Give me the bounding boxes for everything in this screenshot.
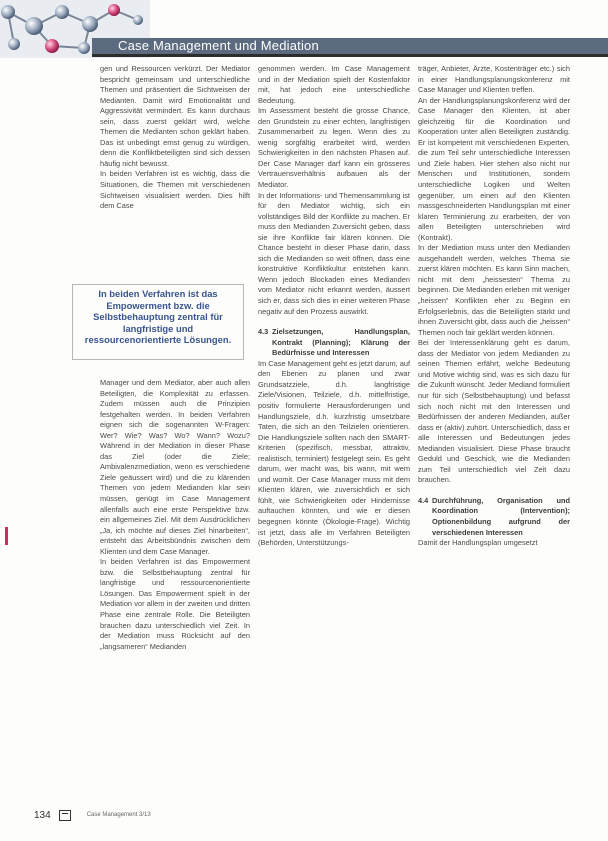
section-heading-text: Durchführung, Organisation und Koordination (Intervention); Optionenbildung aufgrund der verschiedenen Interessen: [432, 495, 570, 537]
margin-marker: [5, 527, 8, 545]
paragraph: In beiden Verfahren ist das Empowerment bzw. die Selbstbehauptung zentral für langfristige und ressourcenorientierte Lösungen. Das Empowerment spielt in der Mediation vor allem in der zweiten und dritten Phase eine zentrale Rolle. Die Beteiligten brauchen dazu unterschiedlich viel Zeit. In der Mediation muss Rücksicht auf den „langsameren“ Medianden: [100, 557, 250, 651]
paragraph: An der Handlungsplanungskonferenz wird der Case Manager den Klienten, ist aber gleichzeitig für die Koordination und Kooperation unter allen Beteiligten zuständig. Er ist kompetent mit verschiedenen Experten, die zum Teil sehr unterschiedliche Interessen und Ziele haben. Hier stehen also nicht nur Menschen und Institutionen, sondern unterschiedliche Logiken und Welten gegenüber, um einen auf den Klienten massgeschneiderten Handlungsplan mit einer klaren Terminierung zu erarbeiten, der von allen Beteiligten unterschrieben wird (Kontrakt).: [418, 95, 570, 242]
page-footer: [34, 808, 151, 822]
header-stripe: [92, 54, 608, 57]
page-number: 134: [34, 809, 51, 821]
section-number: 4.3: [258, 327, 269, 337]
section-heading-4-3: [258, 327, 410, 359]
publisher-logo-icon: [59, 810, 71, 821]
paragraph: In der Mediation muss unter den Medianden ausgehandelt werden, welches Thema sie zuerst klären möchten. Es kann Sinn machen, nicht mit dem „heissesten“ Thema zu beginnen. Die Medianden erleben mit weniger „heissen“ Konflikten eher zu Beginn ein Erfolgserlebnis, das die Beteiligten stärkt und ihnen Zuversicht gibt, dass auch die „heissen“ Themen noch fair geklärt werden können.: [418, 243, 570, 337]
paragraph: Bei der Interessenklärung geht es darum, dass der Mediator von jedem Medianden zu seinen Themen erfährt, welche Bedeutung und Motive wichtig sind, was es sich dazu für die Zukunft wünscht. Jeder Mediand formuliert nur für sich (Selbstbehauptung) und befasst sich noch nicht mit den Interessen und Bedürfnissen der anderen Medianden, außer dass er (aktiv) zuhört. Unterschiedlich, dass er alle Interessen und Bedeutungen jedes Medianden visualisiert. Diese Phase braucht Geduld und Geschick, wie die Medianden zum Teil unterschiedlich viel Zeit dazu brauchen.: [418, 338, 570, 485]
paragraph: In beiden Verfahren ist es wichtig, dass die Situationen, die Themen mit verschiedenen Sichtweisen visualisiert werden. Dies hilft dem Case: [100, 169, 250, 211]
header-banner: [0, 0, 608, 58]
paragraph: In der Informations- und Themensammlung ist für den Mediator wichtig, sich ein vollständiges Bild der Konflikte zu machen. Er muss den Medianden Zuversicht geben, dass sie ihre Konflikte fair klären können. Die Chance besteht in dieser Phase darin, dass sich die Medianden so weit öffnen, dass eine konstruktive Konfliktkultur entstehen kann. Wenn jedoch Blockaden eines Medianden vom Mediator nicht erkannt werden, äussert sich er, dass sich dies in einer weiteren Phase negativ auf den Prozess auswirkt.: [258, 190, 410, 316]
section-title: Case Management und Mediation: [118, 38, 319, 53]
pull-quote-text: In beiden Verfahren ist das Empowerment bzw. die Selbstbehauptung zentral für langfristige und ressourcenorientierte Lösungen.: [84, 288, 232, 346]
paragraph: Im Assessment besteht die grosse Chance, den Grundstein zu einer echten, langfristigen Zusammenarbeit zu legen. Wenn dies zu wenig sorgfältig erarbeitet wird, werden Schwierigkeiten in den nächsten Phasen auf. Der Case Manager darf kann ein grösseres Vertrauensverhältnis aufbauen als der Mediator.: [258, 106, 410, 190]
column-2: [258, 64, 410, 549]
paragraph: gen und Ressourcen verkürzt. Der Mediator bespricht gemeinsam und unterschiedliche Themen und präsentiert die Sichtweisen der Medianten. Damit wird Emotionalität und Aggressivität vermindert. Es kann durchaus sein, dass zuerst geklärt wird, welche Themen die Medianten schon geklärt haben. Das ist unbedingt ernst genug zu würdigen, denn die Konfliktbeteiligten sind sich dessen häufig nicht bewusst.: [100, 64, 250, 168]
paragraph: träger, Anbieter, Ärzte, Kostenträger etc.) sich in einer Handlungsplanungskonferenz mit Case Manager und Klienten treffen.: [418, 64, 570, 95]
footer-source: Case Management 3/13: [86, 812, 151, 818]
column-1-top: [100, 64, 250, 212]
section-number: 4.4: [418, 495, 429, 505]
pull-quote: [72, 284, 244, 360]
paragraph: genommen werden. Im Case Management und in der Mediation spielt der Kostenfaktor mit, hat jedoch eine unterschiedliche Bedeutung.: [258, 64, 410, 105]
column-3: [418, 64, 570, 549]
paragraph: Im Case Management geht es jetzt darum, auf den Ebenen zu planen und zwar Grundsatzziele, d.h. langfristige Ziele/Visionen, Teilziele, d.h. mittelfristige, positiv formulierte Herausforderungen und Handlungsziele, d.h. kurzfristig umsetzbare Taten, die sich an den Teilzielen orientieren. Die Handlungsziele sollten nach den SMART-Kriterien (spezifisch, messbar, attraktiv, realistisch, terminiert) festgelegt sein. Es geht darum, wer macht was, bis wann, mit wem und womit. Der Case Manager muss mit dem Klienten klären, wie zuversichtlich er sich fühlt, wie Schwierigkeiten oder Hindernisse auftauchen könnten, und wie er diesen begegnen könnte (Ökologie-Frage). Wichtig ist jetzt, dass alle im Verfahren Beteiligten (Behörden, Unterstützungs-: [258, 358, 410, 548]
paragraph: Damit der Handlungsplan umgesetzt: [418, 538, 538, 548]
section-heading-4-4: [418, 496, 570, 538]
column-1-bottom: [100, 378, 250, 652]
paragraph: Manager und dem Mediator, aber auch allen Beteiligten, die Komplexität zu erfassen. Zudem müssen auch die Prinzipien festgehalten werden. In beiden Verfahren eignen sich die sogenannten W-Fragen: Wer? Wie? Was? Wo? Wann? Wozu? Während in der Mediation in dieser Phase das Ziel (oder die Ziele; Ambivalenzmediation, wenn es verschiedene Ziele geäussert wird) und die zu klärenden Themen von jedem Medianden klar sein müssen, genügt im Case Management allenfalls auch eine erste Perspektive bzw. ein allgemeines Ziel. Mit dem Ausdrücklichen „Ja, ich möchte auf dieses Ziel hinarbeiten“, entsteht das Arbeitsbündnis zwischen dem Klienten und dem Case Manager.: [100, 378, 250, 556]
section-heading-text: Zielsetzungen, Handlungsplan, Kontrakt (Planning); Klärung der Bedürfnisse und Interessen: [272, 327, 410, 358]
